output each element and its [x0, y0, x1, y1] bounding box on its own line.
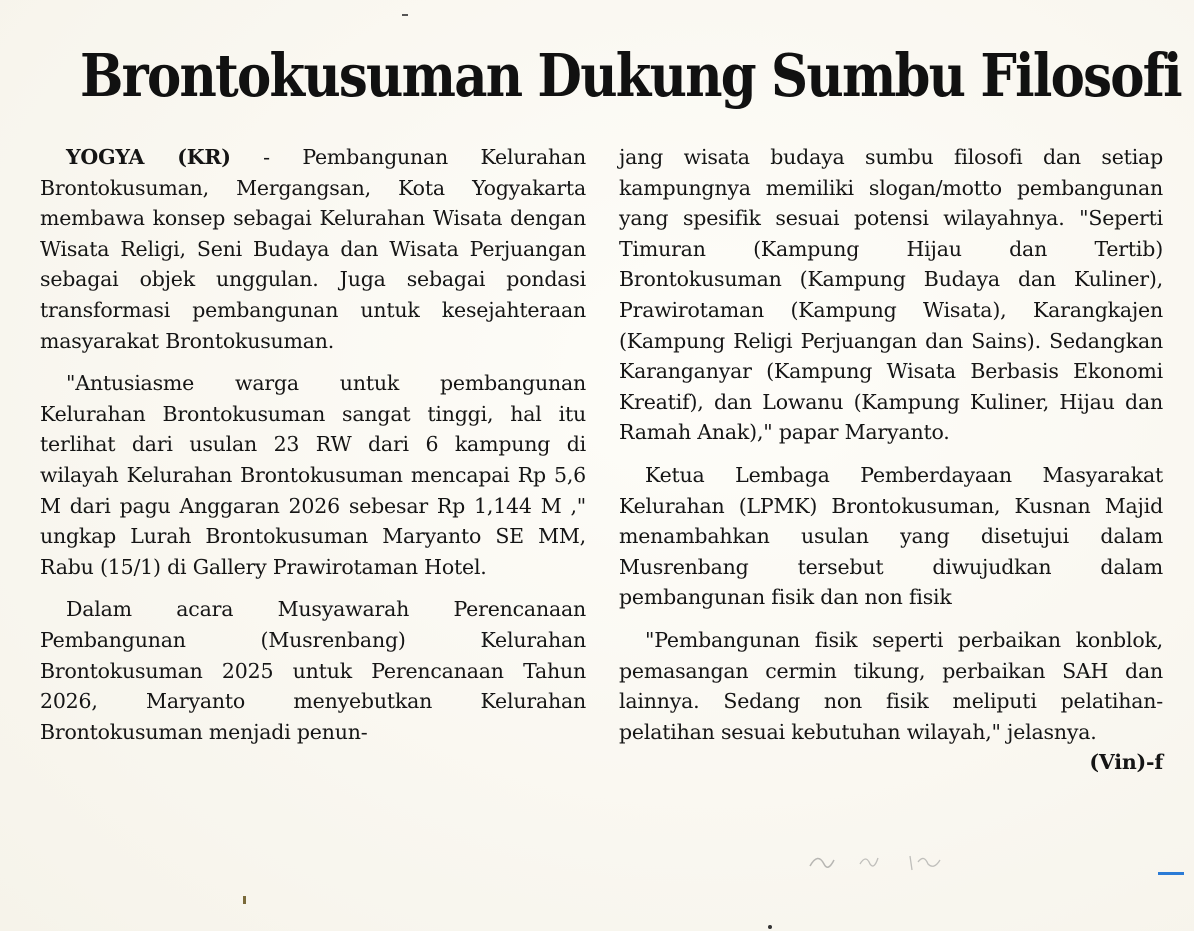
handwritten-marks [800, 838, 980, 878]
article-column-right [619, 142, 1163, 778]
article-paragraph: Dalam acara Musyawarah Perencanaan Pembangunan (Musrenbang) Kelurahan Brontokusuman 2025 untuk Perencanaan Tahun 2026, Maryanto menyebutkan Kelurahan Brontokusuman menjadi penun- [40, 597, 586, 744]
article-paragraph: "Antusiasme warga untuk pembangunan Kelurahan Brontokusuman sangat tinggi, hal itu terlihat dari usulan 23 RW dari 6 kampung di wilayah Kelurahan Brontokusuman mencapai Rp 5,6 M dari pagu Anggaran 2026 sebesar Rp 1,144 M ," ungkap Lurah Brontokusuman Maryanto SE MM, Rabu (15/1) di Gallery Prawirotaman Hotel. [40, 371, 586, 579]
article-paragraph [40, 142, 586, 356]
print-speck [402, 14, 408, 16]
article-byline: (Vin)-f [1089, 750, 1163, 775]
article-paragraph: jang wisata budaya sumbu filosofi dan setiap kampungnya memiliki slogan/motto pembangunan yang spesifik sesuai potensi wilayahnya. "Seperti Timuran (Kampung Hijau dan Tertib) Brontokusuman (Kampung Budaya dan Kuliner), Prawirotaman (Kampung Wisata), Karangkajen (Kampung Religi Perjuangan dan Sains). Sedangkan Karanganyar (Kampung Wisata Berbasis Ekonomi Kreatif), dan Lowanu (Kampung Kuliner, Hijau dan Ramah Anak)," papar Maryanto. [619, 145, 1163, 445]
paragraph-text: "Pembangunan fisik seperti perbaikan konblok, pemasangan cermin tikung, perbaikan SAH dan lainnya. Sedang non fisik meliputi pelatihan-pelatihan sesuai kebutuhan wilayah," jelasnya. [619, 627, 1163, 744]
article-column-left [40, 142, 586, 747]
article-paragraph: Ketua Lembaga Pemberdayaan Masyarakat Kelurahan (LPMK) Brontokusuman, Kusnan Majid menambahkan usulan yang disetujui dalam Musrenbang tersebut diwujudkan dalam pembangunan fisik dan non fisik [619, 462, 1163, 610]
paragraph-text: - Pembangunan Kelurahan Brontokusuman, Mergangsan, Kota Yogyakarta membawa konsep sebagai Kelurahan Wisata dengan Wisata Religi, Seni Budaya dan Wisata Perjuangan sebagai objek unggulan. Juga sebagai pondasi transformasi pembangunan untuk kesejahteraan masyarakat Brontokusuman. [40, 145, 586, 353]
margin-tick-mark [1158, 872, 1184, 875]
article-headline: Brontokusuman Dukung Sumbu Filosofi [80, 41, 1181, 110]
print-speck [768, 925, 772, 929]
article-dateline: YOGYA (KR) [66, 145, 231, 169]
article-paragraph [619, 625, 1163, 775]
print-speck [243, 896, 246, 904]
